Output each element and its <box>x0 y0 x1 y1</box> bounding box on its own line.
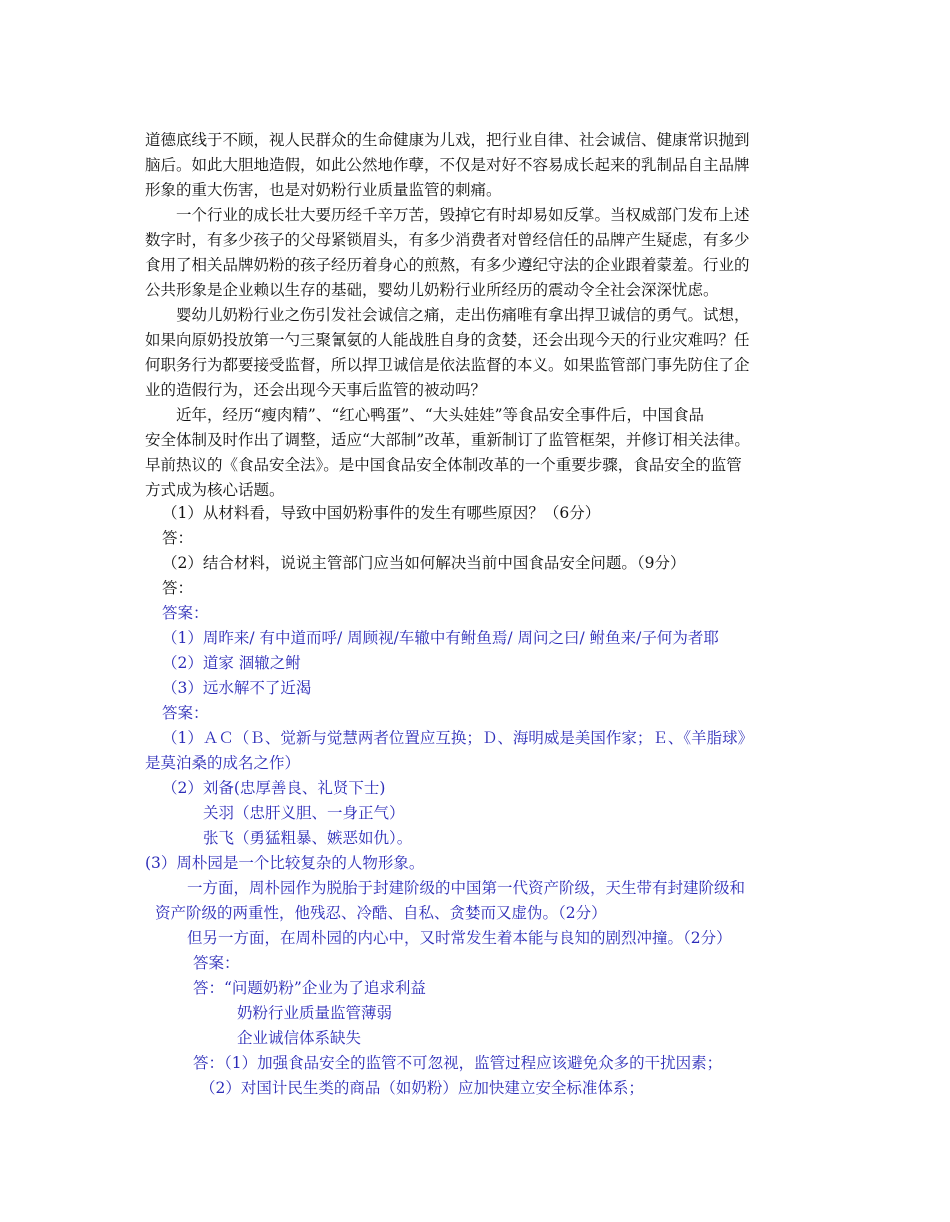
article-line: 食用了相关品牌奶粉的孩子经历着身心的煎熬，有多少遵纪守法的企业跟着蒙羞。行业的 <box>145 256 750 274</box>
article-line: 脑后。如此大胆地造假，如此公然地作孽，不仅是对好不容易成长起来的乳制品自主品牌 <box>145 156 750 174</box>
article-line: 如果向原奶投放第一勺三聚氰氨的人能战胜自身的贪婪，还会出现今天的行业灾难吗？任 <box>145 331 750 349</box>
answer-label: 答案： <box>193 954 240 972</box>
question-2: （2）结合材料，说说主管部门应当如何解决当前中国食品安全问题。（9分） <box>162 554 686 572</box>
answer-item: 是莫泊桑的成名之作） <box>145 754 301 772</box>
answer-item: （2）刘备(忠厚善良、礼贤下士) <box>162 779 386 797</box>
answer-prompt-2: 答： <box>162 579 194 597</box>
answer-prompt-1: 答： <box>162 529 194 547</box>
answer-item: 但另一方面，在周朴园的内心中，又时常发生着本能与良知的剧烈冲撞。（2分） <box>187 929 732 947</box>
answer-item: （3）远水解不了近渴 <box>162 679 312 697</box>
answer-item: 张飞（勇猛粗暴、嫉恶如仇）。 <box>203 829 413 847</box>
answer-item: 一方面，周朴园作为脱胎于封建阶级的中国第一代资产阶级，天生带有封建阶级和 <box>187 879 746 897</box>
question-1: （1）从材料看，导致中国奶粉事件的发生有哪些原因？（6分） <box>162 504 601 522</box>
answer-item: 答：“问题奶粉”企业为了追求利益 <box>193 979 426 997</box>
article-line: 数字时，有多少孩子的父母紧锁眉头，有多少消费者对曾经信任的品牌产生疑虑，有多少 <box>145 231 750 249</box>
answer-item: （2）对国计民生类的商品（如奶粉）应加快建立安全标准体系； <box>200 1079 644 1097</box>
article-line: 何职务行为都要接受监督，所以捍卫诚信是依法监督的本义。如果监管部门事先防住了企 <box>145 356 750 374</box>
answer-label: 答案： <box>162 704 209 722</box>
answer-item: （1）ＡＣ（Ｂ、觉新与觉慧两者位置应互换；Ｄ、海明威是美国作家；Ｅ、《羊脂球》 <box>162 729 754 747</box>
article-line: 一个行业的成长壮大要历经千辛万苦，毁掉它有时却易如反掌。当权威部门发布上述 <box>176 206 750 224</box>
article-line: 早前热议的《食品安全法》。是中国食品安全体制改革的一个重要步骤，食品安全的监管 <box>145 456 742 474</box>
answer-item: 答：（1）加强食品安全的监管不可忽视，监管过程应该避免众多的干扰因素； <box>193 1054 723 1072</box>
answer-label: 答案： <box>162 604 209 622</box>
article-line: 业的造假行为，还会出现今天事后监管的被动吗？ <box>145 381 487 399</box>
answer-item: （2）道家 涸辙之鲋 <box>162 654 301 672</box>
article-line: 婴幼儿奶粉行业之伤引发社会诚信之痛，走出伤痛唯有拿出捍卫诚信的勇气。试想， <box>176 306 750 324</box>
answer-item: 关羽（忠肝义胆、一身正气） <box>203 804 405 822</box>
answer-item: （1）周昨来/ 有中道而呼/ 周顾视/车辙中有鲋鱼焉/ 周问之曰/ 鲋鱼来/子何为者耶 <box>162 629 719 647</box>
answer-item: 资产阶级的两重性，他残忍、冷酷、自私、贪婪而又虚伪。（2分） <box>155 904 607 922</box>
article-line: 道德底线于不顾，视人民群众的生命健康为儿戏，把行业自律、社会诚信、健康常识抛到 <box>145 131 750 149</box>
answer-item: 奶粉行业质量监管薄弱 <box>237 1004 393 1022</box>
answer-item: 企业诚信体系缺失 <box>237 1029 362 1047</box>
article-line: 形象的重大伤害，也是对奶粉行业质量监管的刺痛。 <box>145 181 502 199</box>
article-line: 方式成为核心话题。 <box>145 481 285 499</box>
article-line: 安全体制及时作出了调整，适应“大部制”改革，重新制订了监管框架，并修订相关法律。 <box>145 431 750 449</box>
article-line: 近年，经历“瘦肉精”、“红心鸭蛋”、“大头娃娃”等食品安全事件后，中国食品 <box>176 406 705 424</box>
answer-item: (3）周朴园是一个比较复杂的人物形象。 <box>145 854 425 872</box>
article-line: 公共形象是企业赖以生存的基础，婴幼儿奶粉行业所经历的震动令全社会深深忧虑。 <box>145 281 719 299</box>
